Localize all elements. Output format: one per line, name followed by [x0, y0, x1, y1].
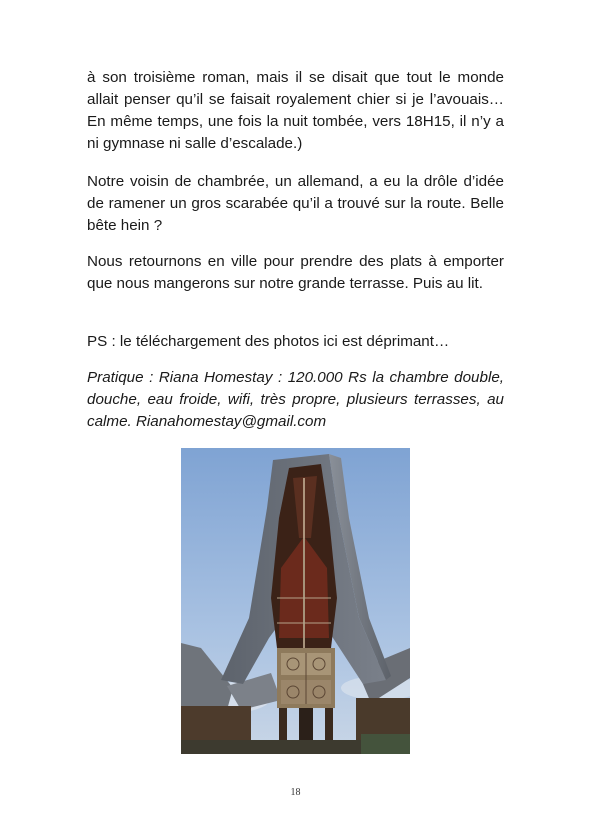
paragraph-3-text: Nous retournons en ville pour prendre des plats à emporter que nous mangerons sur notre grande terrasse. Puis au lit. — [87, 253, 504, 292]
page-number: 18 — [290, 787, 301, 798]
tongkonan-house-photo — [181, 448, 410, 754]
practical-info-text: Pratique : Riana Homestay : 120.000 Rs la chambre double, douche, eau froide, wifi, très propre, plusieurs terrasses, au calme. Rianahomestay@gmail.com — [87, 369, 504, 430]
paragraph-2-text: Notre voisin de chambrée, un allemand, a eu la drôle d’idée de ramener un gros scarabée qu’il a trouvé sur la route. Belle bête hein ? — [87, 173, 504, 234]
paragraph-3 — [87, 251, 504, 295]
paragraph-practical — [87, 367, 504, 433]
paragraph-1 — [87, 67, 504, 155]
paragraph-2 — [87, 171, 504, 237]
paragraph-4-text: PS : le téléchargement des photos ici est déprimant… — [87, 333, 450, 350]
paragraph-4 — [87, 331, 504, 353]
paragraph-1-text: à son troisième roman, mais il se disait que tout le monde allait penser qu’il se faisait royalement chier si je l’avouais… En même temps, une fois la nuit tombée, vers 18H15, il n’y a ni gymnase ni salle d’escalade.) — [87, 69, 504, 152]
